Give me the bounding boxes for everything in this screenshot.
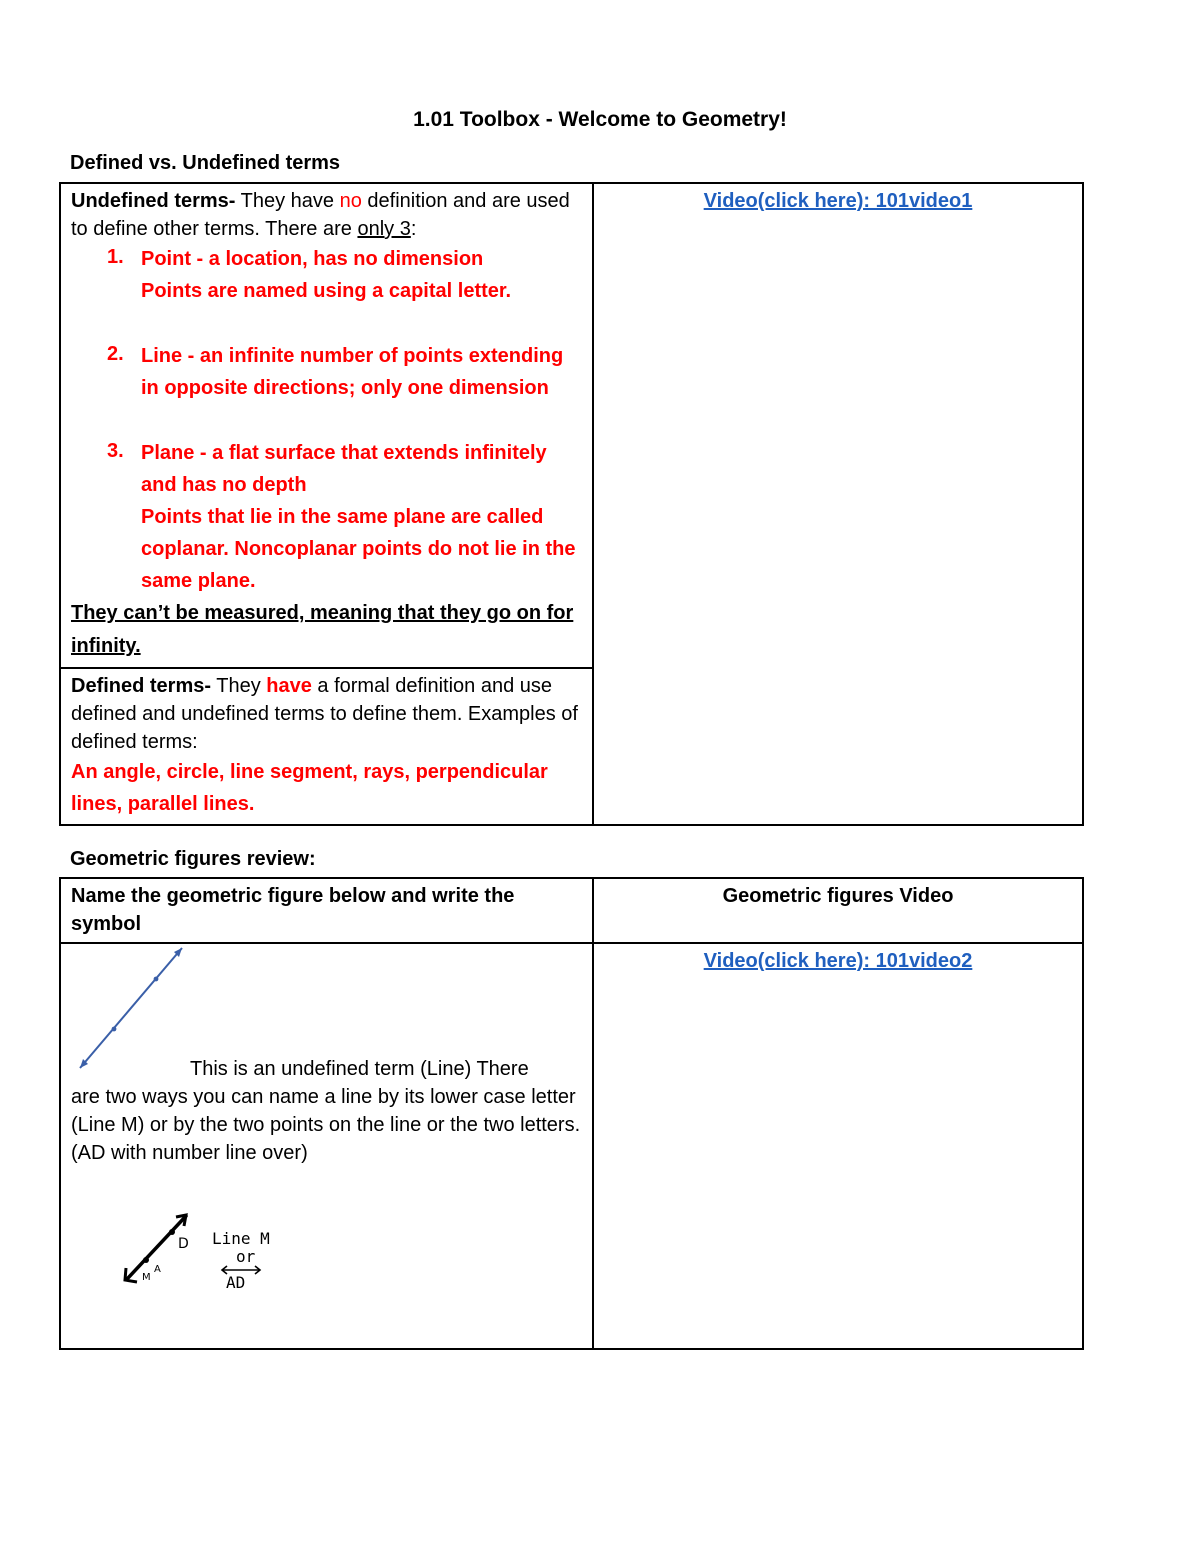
plane-definition: Plane - a flat surface that extends infinitely and has no depth	[141, 442, 547, 496]
intro-text-c: :	[410, 218, 417, 240]
defined-terms-label: Defined terms-	[71, 675, 212, 697]
sketch-or-text: or	[236, 1247, 256, 1266]
video-cell-2	[593, 943, 1083, 1349]
video-cell-1	[593, 183, 1083, 825]
defined-terms-intro	[71, 672, 582, 756]
sketch-point-d	[169, 1229, 175, 1235]
point-naming: Points are named using a capital letter.	[141, 280, 512, 302]
have-emphasis: have	[266, 675, 312, 697]
point-definition: Point - a location, has no dimension	[141, 248, 484, 270]
list-number: 1.	[107, 246, 124, 268]
list-number: 2.	[107, 343, 124, 365]
description-first-line: This is an undefined term (Line) There	[190, 1058, 529, 1080]
undefined-terms-intro	[71, 187, 582, 243]
intro-text-a: They have	[235, 190, 340, 212]
terms-table	[59, 182, 1084, 826]
line-definition: Line - an infinite number of points extending in opposite directions; only one dimension	[141, 345, 564, 399]
line-m	[80, 948, 182, 1068]
point-d	[154, 977, 159, 982]
only-3-emphasis: only 3	[357, 218, 411, 240]
sketch-point-a	[143, 1257, 149, 1263]
sketch-label-a: A	[154, 1264, 161, 1275]
list-item-line	[71, 340, 582, 404]
sketch-line-m-text: Line M	[212, 1229, 270, 1248]
description-rest: are two ways you can name a line by its lower case letter (Line M) or by the two points on the line or the two letters. (AD with number line over)	[71, 1086, 581, 1164]
figure-column-header: Name the geometric figure below and write the symbol	[60, 878, 593, 943]
section-heading-figures: Geometric figures review:	[70, 848, 316, 870]
defined-terms-cell	[60, 668, 593, 825]
sketch-ad-text: AD	[226, 1273, 246, 1292]
infinity-note: They can’t be measured, meaning that they go on for infinity.	[71, 602, 574, 657]
section-heading-terms: Defined vs. Undefined terms	[70, 152, 341, 174]
list-number: 3.	[107, 440, 124, 462]
defined-text-a: They	[211, 675, 267, 697]
undefined-terms-list	[71, 243, 582, 597]
handwritten-line-sketch	[118, 1208, 298, 1298]
point-a	[112, 1027, 117, 1032]
no-emphasis: no	[339, 190, 362, 212]
defined-text-b: a formal definition and use defined and undefined terms to define them. Examples of defined terms:	[71, 675, 578, 753]
video-link-101video2[interactable]: Video(click here): 101video2	[703, 950, 973, 972]
undefined-terms-cell	[60, 183, 593, 668]
video-column-header: Geometric figures Video	[593, 878, 1083, 943]
intro-text-b: definition and are used to define other terms. There are	[71, 190, 570, 240]
page-title: 1.01 Toolbox - Welcome to Geometry!	[413, 108, 787, 131]
figure-description	[71, 1055, 581, 1167]
list-item-plane	[71, 437, 582, 597]
video-link-101video1[interactable]: Video(click here): 101video1	[703, 190, 973, 212]
coplanar-definition: Points that lie in the same plane are called coplanar. Noncoplanar points do not lie in the same plane.	[141, 506, 576, 592]
defined-examples: An angle, circle, line segment, rays, perpendicular lines, parallel lines.	[71, 761, 548, 815]
list-item-point	[71, 243, 582, 307]
spacer	[71, 307, 582, 340]
spacer	[71, 404, 582, 437]
undefined-terms-label: Undefined terms-	[71, 190, 236, 212]
sketch-label-d: D	[178, 1236, 189, 1252]
sketch-label-m: M	[142, 1272, 151, 1283]
